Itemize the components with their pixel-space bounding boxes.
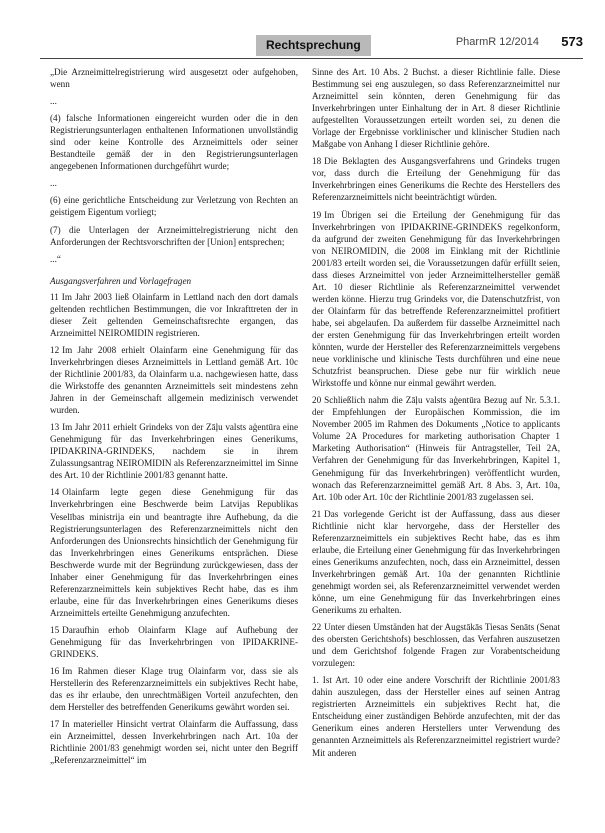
numbered-paragraph xyxy=(312,209,560,390)
page-number: 573 xyxy=(561,34,583,49)
paragraph-text: Im Jahr 2008 erhielt Olainfarm eine Genehmigung für das Inverkehrbringen dieses Arzneimittels in Lettland gemäß Art. 10c der Richtlinie 2001/83, da Olainfarm u.a. nachgewiesen hatte, dass die Wirkstoffe des genannten Arzneimittels seit mindestens zehn Jahren in der Gemeinschaft allgemein medizinisch verwendet wurden. xyxy=(50,344,298,416)
numbered-paragraph xyxy=(50,665,298,713)
paragraph-text: In materieller Hinsicht vertrat Olainfarm die Auffassung, dass ein Arzneimittel, dessen Inverkehrbringen nach Art. 10a der Richtlinie 2001/83 genehmigt worden sei, nicht unter den Begriff „Referenzarzneimittel“ im xyxy=(50,719,298,766)
numbered-paragraph xyxy=(312,155,560,203)
page-header xyxy=(40,26,583,52)
journal-reference: PharmR 12/2014 xyxy=(455,36,539,48)
paragraph-text: Schließlich nahm die Zāļu valsts aģentūra Bezug auf Nr. 5.3.1. der Empfehlungen der Europäischen Kommission, die im November 2005 im Rahmen des Dokuments „Notice to applicants Volume 2A Procedures for marketing authorisation Chapter 1 Marketing Authorisation“ (Hinweis für Antragsteller, Teil 2A, Verfahren der Genehmigung für das Inverkehrbringen, Kapitel 1, Genehmigung für das Inverkehrbringen) veröffentlicht wurden, wonach das Referenzarzneimittel gemäß Art. 8 Abs. 3, Art. 10a, Art. 10b oder Art. 10c der Richtlinie 2001/83 zugelassen sei. xyxy=(312,395,560,502)
numbered-paragraph xyxy=(50,718,298,766)
paragraph: ...“ xyxy=(50,253,61,264)
paragraph-number: 18 xyxy=(312,156,322,167)
paragraph-number: 16 xyxy=(50,666,60,677)
paragraph-number: 17 xyxy=(50,719,60,730)
paragraph: ... xyxy=(50,178,57,189)
numbered-paragraph xyxy=(50,624,298,660)
right-text-column xyxy=(312,66,560,764)
numbered-paragraph xyxy=(50,486,298,619)
paragraph: (6) eine gerichtliche Entscheidung zur Verletzung von Rechten an geistigem Eigentum vorliegt; xyxy=(50,195,298,218)
paragraph: 1. Ist Art. 10 oder eine andere Vorschrift der Richtlinie 2001/83 dahin auszulegen, dass der Hersteller eines auf seinen Antrag registrierten Arzneimittels ein subjektives Recht hat, die Entscheidung einer zuständigen Behörde anzufechten, mit der das Generikum eines anderen Herstellers unter Verwendung des genannten Arzneimittels als Referenzarzneimittel registriert wurde? Mit anderen xyxy=(312,675,560,758)
numbered-paragraph xyxy=(50,344,298,416)
paragraph-number: 19 xyxy=(312,209,322,220)
numbered-paragraph xyxy=(312,394,560,502)
paragraph-number: 14 xyxy=(50,487,60,498)
paragraph-text: Die Beklagten des Ausgangsverfahrens und Grindeks trugen vor, dass durch die Erteilung der Genehmigung für das Inverkehrbringen eines Generikums die Rechte des Herstellers des Referenzarzneimittels nicht beeinträchtigt würden. xyxy=(312,156,560,203)
paragraph-number: 22 xyxy=(312,622,322,633)
section-label: Rechtsprechung xyxy=(256,35,371,56)
numbered-paragraph xyxy=(50,421,298,481)
paragraph-text: Daraufhin erhob Olainfarm Klage auf Aufhebung der Genehmigung für das Inverkehrbringen von IPIDAKRINE-GRINDEKS. xyxy=(50,624,298,660)
left-text-column xyxy=(50,66,298,771)
section-heading: Ausgangsverfahren und Vorlagefragen xyxy=(50,275,192,286)
numbered-paragraph xyxy=(50,291,298,339)
paragraph-number: 15 xyxy=(50,624,60,635)
paragraph-text: Im Jahr 2011 erhielt Grindeks von der Zāļu valsts aģentūra eine Genehmigung für das Inverkehrbringen eines Generikums, IPIDAKRINA-GRINDEKS, nachdem sie in ihrem Zulassungsantrag NEIROMIDIN als Referenzarzneimittel im Sinne des Art. 10 der Richtlinie 2001/83 genannt hatte. xyxy=(50,422,298,481)
paragraph: „Die Arzneimittelregistrierung wird ausgesetzt oder aufgehoben, wenn xyxy=(50,67,298,90)
paragraph-text: Im Rahmen dieser Klage trug Olainfarm vor, dass sie als Herstellerin des Referenzarzneimittels ein subjektives Recht habe, das es ihr erlaube, den unrechtmäßigen Vorteil anzufechten, den dem Hersteller des betreffenden Generikums gewährt worden sei. xyxy=(50,666,298,713)
paragraph: Sinne des Art. 10 Abs. 2 Buchst. a dieser Richtlinie falle. Diese Bestimmung sei eng auszulegen, so dass Referenzarzneimittel nur Arzneimittel sein könnten, deren Genehmigung für das Inverkehrbringen unter Einhaltung der in Art. 8 dieser Richtlinie aufgestellten Voraussetzungen erteilt worden sei, zu denen die Vorlage der Ergebnisse vorklinischer und klinischer Studien nach Maßgabe von Anhang I dieser Richtlinie gehöre. xyxy=(312,67,560,150)
header-rule xyxy=(40,58,583,59)
paragraph-text: Unter diesen Umständen hat der Augstākās Tiesas Senāts (Senat des obersten Gerichtshofs) beschlossen, das Verfahren auszusetzen und dem Gerichtshof folgende Fragen zur Vorabentscheidung vorzulegen: xyxy=(312,622,560,669)
numbered-paragraph xyxy=(312,508,560,616)
paragraph-number: 12 xyxy=(50,344,60,355)
paragraph-text: Das vorlegende Gericht ist der Auffassung, dass aus dieser Richtlinie nicht klar hervorgehe, dass der Hersteller des Referenzarzneimittels ein subjektives Recht habe, das es ihm erlaube, die Erteilung einer Genehmigung für das Inverkehrbringen eines Generikums anzufechten, noch, dass ein Arzneimittel, dessen Inverkehrbringen gemäß Art. 10a der genannten Richtlinie genehmigt worden sei, als Referenzarzneimittel verwendet werden könne, um eine Genehmigung für das Inverkehrbringen eines Generikums zu erhalten. xyxy=(312,508,560,616)
paragraph: (4) falsche Informationen eingereicht wurden oder die in den Registrierungsunterlagen enthaltenen Informationen unvollständig sind oder keine Kontrolle des Arzneimittels oder seiner Bestandteile gemäß der in den Registrierungsunterlagen angegebenen Informationen durchgeführt wurde; xyxy=(50,113,298,172)
paragraph: (7) die Unterlagen der Arzneimittelregistrierung nicht den Anforderungen der Rechtsvorschriften der [Union] entsprechen; xyxy=(50,224,298,247)
numbered-paragraph xyxy=(312,621,560,669)
paragraph-text: Im Jahr 2003 ließ Olainfarm in Lettland nach den dort damals geltenden rechtlichen Bestimmungen, die vor Inkrafttreten der in dieser Zeit geltenden Gemeinschaftsrechte ergangen, das Arzneimittel NEIROMIDIN registrieren. xyxy=(50,291,298,338)
paragraph-number: 21 xyxy=(312,508,322,519)
paragraph: ... xyxy=(50,96,57,107)
paragraph-text: Olainfarm legte gegen diese Genehmigung für das Inverkehrbringen eine Beschwerde beim Latvijas Republikas Veselības ministrija ein und beantragte ihre Aufhebung, da die Registrierungsunterlagen des Referenzarzneimittels nicht den Anforderungen des Unionsrechts hinsichtlich der Genehmigung für das Inverkehrbringen eines Generikums entsprächen. Diese Beschwerde wurde mit der Begründung zurückgewiesen, dass der Inhaber einer Genehmigung für das Inverkehrbringen eines Referenzarzneimittels kein subjektives Recht habe, das es ihm erlaube, eine für das Inverkehrbringen eines Generikums dieses Arzneimittels erteilte Genehmigung anzufechten. xyxy=(50,487,298,618)
paragraph-number: 11 xyxy=(50,291,59,302)
paragraph-number: 13 xyxy=(50,422,60,433)
paragraph-number: 20 xyxy=(312,395,322,406)
paragraph-text: Im Übrigen sei die Erteilung der Genehmigung für das Inverkehrbringen von IPIDAKRINE-GRINDEKS regelkonform, da aufgrund der zweiten Genehmigung für das Inverkehrbringen von NEIROMIDIN, die 2008 im Einklang mit der Richtlinie 2001/83 erteilt worden sei, die Voraussetzungen dafür erfüllt seien, dass dieses Arzneimittel von jeder Arzneimittelhersteller gemäß Art. 10 dieser Richtlinie als Referenzarzneimittel verwendet werden könne. Hierzu trug Grindeks vor, die Datenschutzfrist, von der Olainfarm für das betreffende Referenzarzneimittel profitiert habe, sei abgelaufen. Da außerdem für dasselbe Arzneimittel nach der ersten Genehmigung für das Inverkehrbringen erteilt worden könnten, wurde der Hersteller des Referenzarzneimittels vergebens neue vorklinische und klinische Tests durchführen und eine neue Schutzfrist beanspruchen. Diese gebe nur für wirklich neue Wirkstoffe und könne nur einmal gewährt werden. xyxy=(312,209,560,389)
